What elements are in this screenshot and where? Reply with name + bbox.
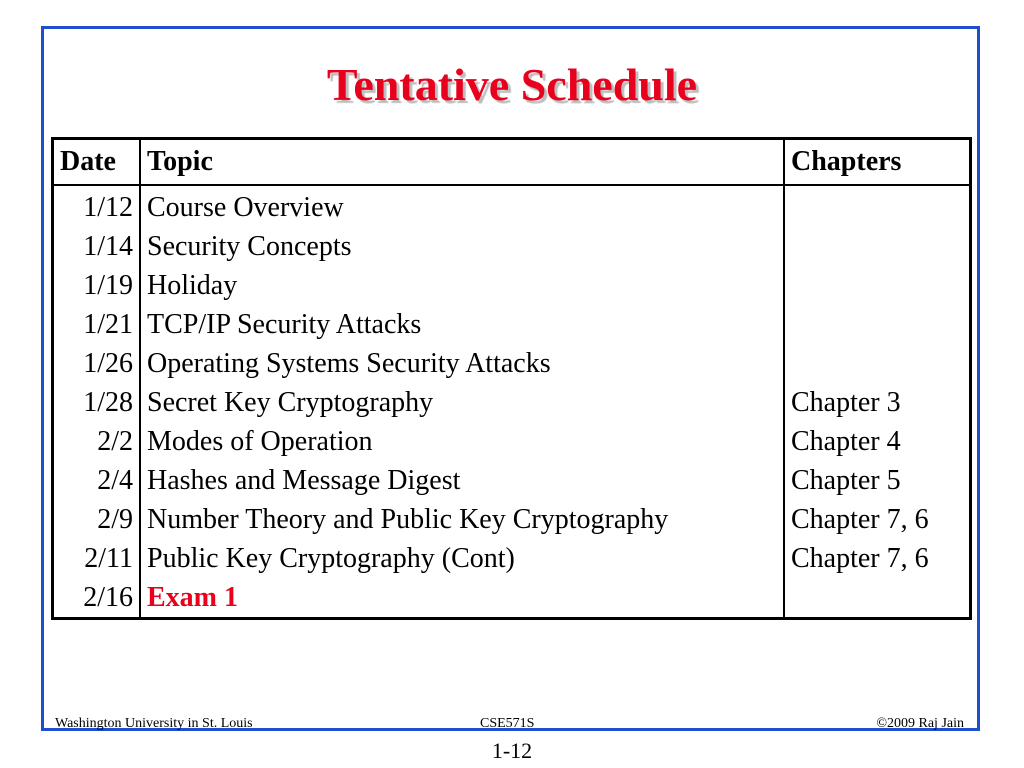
row-chapters [784, 227, 971, 266]
row-topic: Holiday [140, 266, 784, 305]
table-row [53, 185, 971, 227]
row-topic: Hashes and Message Digest [140, 461, 784, 500]
row-date: 1/19 [53, 266, 141, 305]
row-date: 2/16 [53, 578, 141, 619]
table-row [53, 266, 971, 305]
title-container [0, 58, 1024, 111]
row-chapters: Chapter 7, 6 [784, 500, 971, 539]
row-chapters: Chapter 4 [784, 422, 971, 461]
footer-course-code: CSE571S [480, 716, 535, 731]
row-chapters: Chapter 3 [784, 383, 971, 422]
table-row [53, 305, 971, 344]
row-topic: Secret Key Cryptography [140, 383, 784, 422]
footer-copyright: ©2009 Raj Jain [876, 716, 964, 731]
row-date: 1/14 [53, 227, 141, 266]
row-chapters [784, 266, 971, 305]
row-topic: Public Key Cryptography (Cont) [140, 539, 784, 578]
row-chapters [784, 305, 971, 344]
table-row [53, 461, 971, 500]
table-header-row [53, 139, 971, 186]
row-date: 1/26 [53, 344, 141, 383]
row-chapters: Chapter 5 [784, 461, 971, 500]
table-row [53, 383, 971, 422]
header-topic: Topic [140, 139, 784, 186]
table-row [53, 422, 971, 461]
row-chapters: Chapter 7, 6 [784, 539, 971, 578]
row-topic: Operating Systems Security Attacks [140, 344, 784, 383]
row-topic: Number Theory and Public Key Cryptography [140, 500, 784, 539]
table-row [53, 578, 971, 619]
row-date: 2/9 [53, 500, 141, 539]
table-row [53, 227, 971, 266]
row-date: 2/11 [53, 539, 141, 578]
row-topic: TCP/IP Security Attacks [140, 305, 784, 344]
schedule-table [51, 137, 972, 620]
row-date: 1/21 [53, 305, 141, 344]
row-chapters [784, 578, 971, 619]
row-topic: Modes of Operation [140, 422, 784, 461]
table-row [53, 539, 971, 578]
row-date: 2/4 [53, 461, 141, 500]
table-row [53, 344, 971, 383]
row-topic-exam: Exam 1 [140, 578, 784, 619]
page-number: 1-12 [491, 738, 533, 763]
row-date: 1/28 [53, 383, 141, 422]
header-chapters: Chapters [784, 139, 971, 186]
slide-title: Tentative Schedule [326, 59, 698, 110]
footer-institution: Washington University in St. Louis [55, 716, 253, 731]
row-date: 1/12 [53, 185, 141, 227]
table-row [53, 500, 971, 539]
row-chapters [784, 344, 971, 383]
row-date: 2/2 [53, 422, 141, 461]
row-chapters [784, 185, 971, 227]
row-topic: Course Overview [140, 185, 784, 227]
header-date: Date [53, 139, 141, 186]
row-topic: Security Concepts [140, 227, 784, 266]
